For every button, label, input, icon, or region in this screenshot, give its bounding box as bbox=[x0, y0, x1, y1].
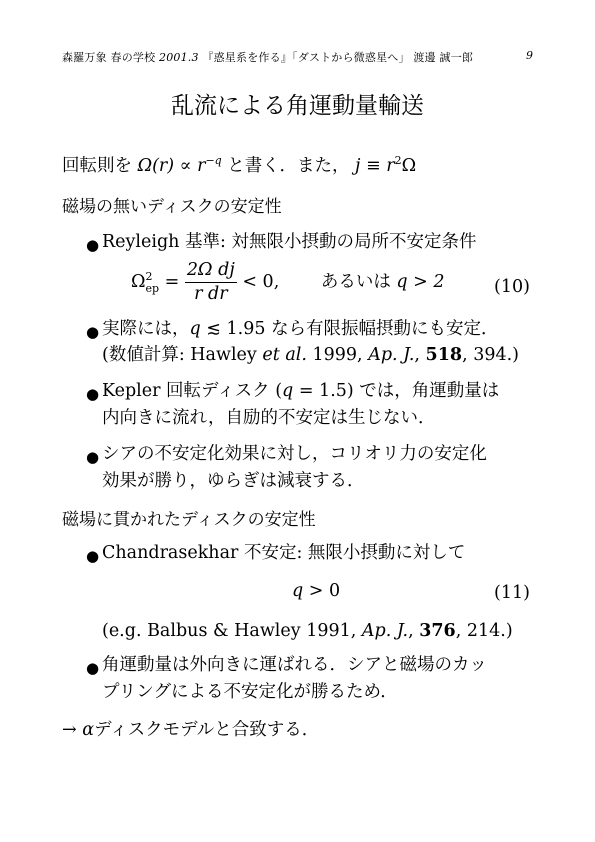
text-segment: et al. bbox=[262, 345, 307, 365]
eq10-relation: < 0, bbox=[242, 271, 280, 292]
text-segment: , 214.) bbox=[455, 621, 513, 641]
journal-volume: 376 bbox=[419, 621, 456, 641]
outward-transport-line1: 角運動量は外向きに運ばれる．シアと磁場のカッ bbox=[102, 655, 487, 675]
outward-transport-line2: プリングによる不安定化が勝るため． bbox=[102, 682, 398, 702]
intro-prefix: 回転則を bbox=[62, 156, 132, 176]
bullet-icon: ● bbox=[86, 659, 100, 677]
header-series: 『惑星系を作る』「ダストから微惑星へ」 bbox=[202, 51, 410, 64]
eq10-lhs-sup: 2 bbox=[145, 269, 153, 283]
eq11-relation: > 0 bbox=[308, 581, 341, 601]
math-q: q bbox=[189, 319, 201, 339]
bullet-icon: ● bbox=[86, 547, 100, 565]
running-header bbox=[62, 49, 473, 65]
eq10-numerator: 2Ω dj bbox=[186, 260, 235, 280]
equation-11 bbox=[292, 583, 340, 601]
intro-j: j bbox=[355, 156, 361, 176]
journal-name: Ap. J. bbox=[368, 345, 415, 365]
coriolis-line2: 効果が勝り，ゆらぎは減衰する． bbox=[102, 471, 365, 491]
intro-exponent: −q bbox=[205, 154, 222, 167]
bullet-icon: ● bbox=[86, 236, 100, 254]
intro-line bbox=[62, 155, 416, 176]
chandrasekhar-instability: Chandrasekhar 不安定: 無限小摂動に対して bbox=[102, 543, 466, 563]
intro-r-exp: 2 bbox=[394, 154, 402, 167]
text-segment: (e.g. Balbus & Hawley 1991, bbox=[102, 621, 357, 641]
eq11-q: q bbox=[292, 581, 304, 601]
intro-omega: Ω bbox=[401, 156, 417, 176]
balbus-hawley-reference: (e.g. Balbus & Hawley 1991, Ap. J., 376, 214.) bbox=[102, 621, 513, 641]
equation-10 bbox=[131, 262, 445, 306]
eq10-fraction bbox=[185, 262, 237, 303]
journal-name: Ap. J. bbox=[361, 621, 409, 641]
coriolis-line1: シアの不安定化効果に対し，コリオリ力の安定化 bbox=[102, 444, 487, 464]
section-heading-unmagnetized: 磁場の無いディスクの安定性 bbox=[62, 197, 282, 217]
intro-r: r bbox=[386, 156, 395, 176]
text-segment: , 394.) bbox=[462, 345, 519, 365]
eq11-number: (11) bbox=[494, 583, 530, 603]
header-author: 渡邊 誠一郎 bbox=[413, 51, 474, 64]
bullet-icon: ● bbox=[86, 448, 100, 466]
math-q: q bbox=[282, 381, 294, 401]
eq10-alt-text: あるいは bbox=[320, 271, 391, 292]
text-segment: では，角運動量は bbox=[359, 381, 500, 401]
header-left: 森羅万象 春の学校 bbox=[62, 51, 156, 64]
kepler-line2: 内向きに流れ，自励的不安定は生じない． bbox=[102, 408, 436, 428]
page-number: 9 bbox=[526, 49, 533, 62]
text-segment: = 1.5) bbox=[298, 381, 354, 401]
nonlinear-stability-line2: (数値計算: Hawley et al. 1999, Ap. J., 518, 394.) bbox=[102, 345, 519, 365]
conclusion-text: ディスクモデルと合致する． bbox=[94, 720, 320, 740]
page-title: 乱流による角運動量輸送 bbox=[171, 93, 424, 119]
text-segment: 実際には， bbox=[102, 319, 190, 339]
intro-equiv: ≡ bbox=[366, 156, 381, 176]
section-heading-magnetized: 磁場に貫かれたディスクの安定性 bbox=[62, 510, 316, 530]
reyleigh-criterion: Reyleigh 基準: 対無限小摂動の局所不安定条件 bbox=[102, 232, 477, 252]
eq10-lhs: Ω bbox=[131, 272, 146, 292]
eq10-alt-condition: q > 2 bbox=[396, 271, 445, 292]
arrow-icon: → bbox=[62, 720, 77, 740]
alpha-symbol: α bbox=[82, 720, 95, 740]
text-segment: なら有限振幅摂動にも安定． bbox=[271, 319, 499, 339]
header-date: 2001.3 bbox=[159, 51, 199, 64]
eq10-lhs-sub: ep bbox=[145, 281, 160, 295]
intro-formula: Ω(r) ∝ r bbox=[137, 156, 206, 176]
intro-mid: と書く．また， bbox=[227, 156, 350, 176]
nonlinear-stability-line1 bbox=[102, 321, 499, 339]
eq10-number: (10) bbox=[494, 277, 530, 297]
bullet-icon: ● bbox=[86, 323, 100, 341]
kepler-line1 bbox=[102, 383, 499, 401]
eq10-equals: = bbox=[164, 271, 180, 292]
text-segment: (数値計算: Hawley bbox=[102, 345, 257, 365]
eq10-denominator: r dr bbox=[185, 282, 237, 304]
bullet-icon: ● bbox=[86, 385, 100, 403]
conclusion-line bbox=[62, 722, 319, 740]
text-segment: 1999, bbox=[312, 345, 363, 365]
text-segment: ≲ 1.95 bbox=[206, 319, 266, 339]
text-segment: Kepler 回転ディスク ( bbox=[102, 381, 283, 401]
journal-volume: 518 bbox=[425, 345, 463, 365]
